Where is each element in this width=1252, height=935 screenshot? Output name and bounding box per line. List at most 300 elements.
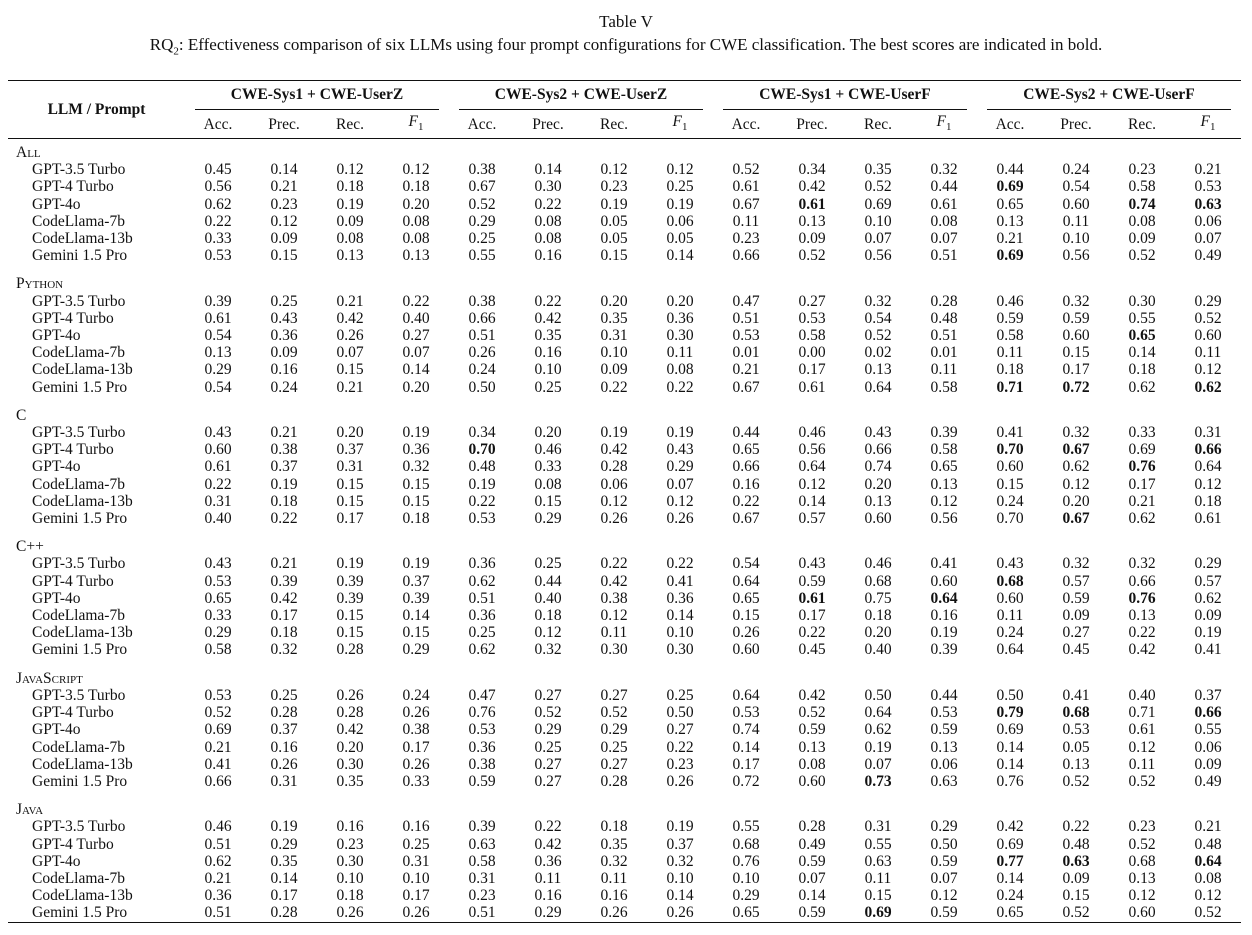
metric-cell: 0.25 [402, 835, 430, 853]
metric-cell: 0.05 [666, 230, 694, 248]
metric-cell: 0.15 [996, 475, 1024, 493]
metric-cell: 0.36 [666, 589, 694, 607]
metric-cell: 0.65 [204, 589, 232, 607]
metric-cell: 0.29 [666, 458, 694, 476]
metric-cell: 0.22 [600, 378, 628, 396]
metric-cell: 0.60 [732, 641, 760, 659]
metric-cell: 0.64 [996, 641, 1024, 659]
metric-cell: 0.35 [336, 772, 364, 790]
metric-cell: 0.58 [996, 327, 1024, 345]
metric-cell: 0.52 [1062, 904, 1090, 922]
best-score: 0.76 [1128, 458, 1156, 476]
metric-cell: 0.56 [204, 178, 232, 196]
metric-cell: 0.23 [336, 835, 364, 853]
metric-cell: 0.52 [864, 178, 892, 196]
metric-cell: 0.59 [798, 852, 826, 870]
metric-cell: 0.26 [402, 755, 430, 773]
metric-cell: 0.51 [468, 904, 496, 922]
metric-cell: 0.28 [600, 458, 628, 476]
metric-cell: 0.67 [732, 510, 760, 528]
model-name: Gemini 1.5 Pro [32, 247, 128, 265]
metric-cell: 0.37 [1194, 686, 1222, 704]
table-row [8, 310, 1241, 327]
metric-cell: 0.22 [666, 738, 694, 756]
metric-cell: 0.21 [1128, 492, 1156, 510]
metric-cell: 0.12 [666, 161, 694, 179]
metric-cell: 0.25 [534, 378, 562, 396]
metric-cell: 0.29 [270, 835, 298, 853]
metric-cell: 0.31 [864, 818, 892, 836]
metric-cell: 0.27 [534, 686, 562, 704]
best-score: 0.79 [996, 704, 1024, 722]
model-name: CodeLlama-7b [32, 869, 125, 887]
metric-cell: 0.26 [336, 327, 364, 345]
metric-cell: 0.60 [1128, 904, 1156, 922]
metric-cell: 0.46 [204, 818, 232, 836]
metric-cell: 0.49 [798, 835, 826, 853]
metric-cell: 0.09 [1062, 607, 1090, 625]
metric-header: Acc. [203, 115, 233, 133]
metric-cell: 0.53 [468, 510, 496, 528]
model-name: GPT-4 Turbo [32, 441, 114, 459]
metric-cell: 0.52 [1062, 772, 1090, 790]
metric-cell: 0.14 [666, 247, 694, 265]
metric-cell: 0.54 [864, 309, 892, 327]
caption-rq: RQ [149, 35, 174, 54]
metric-cell: 0.13 [1062, 755, 1090, 773]
metric-cell: 0.11 [864, 869, 892, 887]
metric-cell: 0.29 [468, 212, 496, 230]
metric-cell: 0.33 [534, 458, 562, 476]
metric-header [911, 111, 977, 139]
metric-cell: 0.57 [1194, 572, 1222, 590]
metric-cell: 0.29 [534, 510, 562, 528]
metric-cell [1175, 704, 1241, 721]
metric-cell: 0.33 [204, 230, 232, 248]
metric-cell: 0.58 [1128, 178, 1156, 196]
metric-cell: 0.13 [1128, 869, 1156, 887]
metric-cell: 0.53 [204, 686, 232, 704]
metric-cell: 0.47 [732, 292, 760, 310]
metric-cell: 0.21 [204, 738, 232, 756]
metric-cell: 0.12 [534, 624, 562, 642]
metric-cell: 0.30 [336, 755, 364, 773]
metric-cell: 0.38 [468, 292, 496, 310]
metric-cell: 0.14 [1128, 344, 1156, 362]
metric-cell: 0.59 [798, 572, 826, 590]
metric-cell: 0.51 [930, 327, 958, 345]
metric-cell: 0.14 [996, 738, 1024, 756]
metric-cell: 0.44 [732, 424, 760, 442]
model-name: CodeLlama-7b [32, 475, 125, 493]
metric-cell: 0.16 [270, 738, 298, 756]
metric-cell: 0.51 [204, 835, 232, 853]
metric-cell: 0.53 [204, 247, 232, 265]
metric-cell: 0.32 [666, 852, 694, 870]
metric-cell: 0.43 [270, 309, 298, 327]
metric-cell: 0.36 [468, 555, 496, 573]
metric-cell: 0.42 [270, 589, 298, 607]
metric-cell: 0.22 [402, 292, 430, 310]
metric-cell: 0.10 [1062, 230, 1090, 248]
model-name: Gemini 1.5 Pro [32, 904, 128, 922]
metric-cell: 0.65 [930, 458, 958, 476]
metric-header-letter: F [936, 112, 946, 130]
metric-cell: 0.28 [930, 292, 958, 310]
metric-cell: 0.64 [732, 572, 760, 590]
section-title: JavaScript [16, 669, 83, 687]
metric-cell: 0.13 [864, 492, 892, 510]
metric-cell: 0.52 [798, 704, 826, 722]
metric-cell: 0.69 [1128, 441, 1156, 459]
metric-header: Rec. [864, 115, 892, 133]
metric-cell: 0.26 [402, 704, 430, 722]
metric-cell: 0.14 [402, 361, 430, 379]
metric-cell: 0.54 [204, 378, 232, 396]
metric-cell: 0.32 [1062, 555, 1090, 573]
metric-cell: 0.65 [732, 441, 760, 459]
metric-cell: 0.57 [1062, 572, 1090, 590]
metric-cell: 0.07 [336, 344, 364, 362]
best-score: 0.74 [1128, 195, 1156, 213]
section-title: C [16, 406, 27, 424]
metric-cell: 0.59 [468, 772, 496, 790]
metric-cell: 0.22 [468, 492, 496, 510]
metric-cell: 0.33 [204, 607, 232, 625]
metric-cell: 0.25 [468, 624, 496, 642]
metric-cell: 0.39 [336, 589, 364, 607]
table-row [8, 818, 1241, 835]
metric-cell: 0.31 [402, 852, 430, 870]
table-row [8, 887, 1241, 904]
metric-cell: 0.26 [666, 510, 694, 528]
metric-cell [1109, 196, 1175, 213]
metric-cell [1043, 704, 1109, 721]
metric-cell: 0.17 [798, 607, 826, 625]
metric-cell: 0.52 [468, 195, 496, 213]
metric-header: Prec. [796, 115, 828, 133]
metric-cell [977, 379, 1043, 396]
metric-cell: 0.12 [600, 161, 628, 179]
metric-cell: 0.42 [336, 721, 364, 739]
metric-cell: 0.43 [996, 555, 1024, 573]
metric-cell: 0.59 [798, 904, 826, 922]
metric-header-letter: F [672, 112, 682, 130]
metric-cell: 0.05 [600, 212, 628, 230]
metric-cell: 0.39 [930, 641, 958, 659]
best-score: 0.64 [930, 589, 958, 607]
metric-cell: 0.31 [1194, 424, 1222, 442]
metric-cell: 0.26 [402, 904, 430, 922]
section-row [8, 665, 1241, 687]
metric-cell: 0.11 [600, 869, 628, 887]
metric-cell: 0.34 [798, 161, 826, 179]
metric-cell: 0.45 [204, 161, 232, 179]
metric-cell: 0.15 [402, 492, 430, 510]
table-row [8, 721, 1241, 738]
metric-cell: 0.06 [666, 212, 694, 230]
metric-cell: 0.14 [402, 607, 430, 625]
metric-cell: 0.52 [732, 161, 760, 179]
metric-cell: 0.24 [270, 378, 298, 396]
metric-cell: 0.61 [798, 378, 826, 396]
metric-cell: 0.25 [468, 230, 496, 248]
metric-cell: 0.32 [930, 161, 958, 179]
metric-cell: 0.22 [732, 492, 760, 510]
metric-cell: 0.36 [534, 852, 562, 870]
metric-cell: 0.69 [204, 721, 232, 739]
metric-cell: 0.62 [1128, 510, 1156, 528]
section-title: Java [16, 801, 44, 819]
metric-cell: 0.60 [996, 589, 1024, 607]
metric-cell: 0.16 [534, 344, 562, 362]
metric-cell: 0.32 [1062, 424, 1090, 442]
metric-cell: 0.20 [336, 424, 364, 442]
table-row [8, 178, 1241, 195]
metric-cell: 0.32 [534, 641, 562, 659]
metric-cell: 0.15 [1062, 344, 1090, 362]
model-name: CodeLlama-7b [32, 738, 125, 756]
metric-cell: 0.61 [204, 458, 232, 476]
metric-cell: 0.07 [864, 755, 892, 773]
metric-cell: 0.18 [534, 607, 562, 625]
metric-cell: 0.32 [864, 292, 892, 310]
table-row [8, 458, 1241, 475]
section-row [8, 402, 1241, 424]
metric-cell: 0.33 [402, 772, 430, 790]
metric-cell: 0.28 [270, 704, 298, 722]
model-name: GPT-3.5 Turbo [32, 555, 126, 573]
metric-cell: 0.30 [534, 178, 562, 196]
metric-cell: 0.14 [270, 161, 298, 179]
model-name: Gemini 1.5 Pro [32, 772, 128, 790]
table-row [8, 493, 1241, 510]
metric-cell: 0.58 [468, 852, 496, 870]
metric-cell [977, 247, 1043, 264]
metric-cell: 0.19 [402, 424, 430, 442]
table-row [8, 739, 1241, 756]
metric-cell: 0.22 [270, 510, 298, 528]
metric-cell: 0.01 [732, 344, 760, 362]
table-row [8, 870, 1241, 887]
metric-cell: 0.02 [864, 344, 892, 362]
metric-cell: 0.15 [270, 247, 298, 265]
metric-cell: 0.28 [600, 772, 628, 790]
metric-cell: 0.37 [336, 441, 364, 459]
metric-cell: 0.11 [732, 212, 760, 230]
metric-cell: 0.15 [402, 624, 430, 642]
metric-cell: 0.20 [402, 195, 430, 213]
metric-cell: 0.25 [600, 738, 628, 756]
metric-cell [977, 178, 1043, 195]
metric-cell: 0.06 [930, 755, 958, 773]
metric-cell: 0.62 [204, 852, 232, 870]
metric-cell: 0.49 [1194, 772, 1222, 790]
table-row [8, 476, 1241, 493]
metric-cell: 0.65 [996, 195, 1024, 213]
table-row [8, 773, 1241, 790]
model-name: GPT-4 Turbo [32, 572, 114, 590]
metric-header: Prec. [1060, 115, 1092, 133]
table-metric-header-row [8, 111, 1241, 139]
metric-cell: 0.65 [996, 904, 1024, 922]
metric-cell: 0.58 [798, 327, 826, 345]
model-name: GPT-4o [32, 721, 81, 739]
metric-cell: 0.59 [1062, 309, 1090, 327]
metric-cell: 0.09 [270, 230, 298, 248]
metric-cell: 0.29 [930, 818, 958, 836]
table-body [8, 139, 1241, 922]
metric-cell: 0.19 [468, 475, 496, 493]
metric-header: Prec. [268, 115, 300, 133]
metric-cell: 0.24 [996, 492, 1024, 510]
metric-cell: 0.61 [1128, 721, 1156, 739]
metric-cell: 0.50 [468, 378, 496, 396]
metric-cell: 0.19 [666, 424, 694, 442]
metric-cell: 0.12 [930, 887, 958, 905]
metric-cell: 0.22 [666, 378, 694, 396]
metric-cell: 0.64 [1194, 458, 1222, 476]
metric-cell: 0.59 [798, 721, 826, 739]
best-score: 0.70 [468, 441, 496, 459]
metric-cell: 0.18 [402, 178, 430, 196]
metric-cell: 0.06 [1194, 212, 1222, 230]
metric-cell: 0.14 [534, 161, 562, 179]
metric-cell: 0.11 [1062, 212, 1090, 230]
metric-cell: 0.22 [666, 555, 694, 573]
metric-cell: 0.35 [864, 161, 892, 179]
metric-cell: 0.10 [666, 624, 694, 642]
metric-cell: 0.52 [600, 704, 628, 722]
metric-cell: 0.17 [732, 755, 760, 773]
metric-cell: 0.48 [930, 309, 958, 327]
metric-cell: 0.52 [204, 704, 232, 722]
metric-cell: 0.23 [732, 230, 760, 248]
metric-cell: 0.76 [996, 772, 1024, 790]
metric-cell: 0.20 [336, 738, 364, 756]
metric-header: Rec. [336, 115, 364, 133]
model-name: GPT-4o [32, 589, 81, 607]
metric-cell: 0.66 [1128, 572, 1156, 590]
table-row [8, 293, 1241, 310]
metric-cell: 0.42 [1128, 641, 1156, 659]
section-row [8, 270, 1241, 292]
metric-cell: 0.37 [666, 835, 694, 853]
group-header-label: CWE-Sys1 + CWE-UserF [723, 86, 966, 109]
group-header [713, 81, 977, 112]
metric-cell: 0.35 [600, 835, 628, 853]
metric-cell: 0.17 [402, 887, 430, 905]
metric-cell: 0.11 [1194, 344, 1222, 362]
metric-cell: 0.21 [270, 424, 298, 442]
metric-cell [977, 704, 1043, 721]
metric-cell: 0.59 [930, 721, 958, 739]
best-score: 0.65 [1128, 327, 1156, 345]
metric-cell: 0.14 [996, 755, 1024, 773]
metric-cell: 0.40 [402, 309, 430, 327]
metric-cell: 0.21 [1194, 161, 1222, 179]
metric-cell: 0.68 [864, 572, 892, 590]
metric-cell: 0.21 [336, 292, 364, 310]
metric-cell: 0.42 [600, 572, 628, 590]
metric-cell: 0.30 [1128, 292, 1156, 310]
best-score: 0.61 [798, 195, 826, 213]
metric-cell: 0.31 [204, 492, 232, 510]
metric-cell [779, 196, 845, 213]
metric-cell [977, 573, 1043, 590]
table-title: Table V [599, 12, 653, 31]
metric-cell: 0.66 [732, 247, 760, 265]
metric-cell: 0.62 [468, 641, 496, 659]
metric-cell: 0.27 [600, 686, 628, 704]
metric-cell: 0.14 [666, 607, 694, 625]
metric-cell: 0.44 [930, 686, 958, 704]
metric-cell: 0.61 [732, 178, 760, 196]
metric-cell: 0.41 [996, 424, 1024, 442]
table-row [8, 590, 1241, 607]
table-row [8, 607, 1241, 624]
metric-cell: 0.32 [1128, 555, 1156, 573]
metric-cell: 0.12 [1128, 887, 1156, 905]
metric-cell: 0.64 [732, 686, 760, 704]
metric-cell: 0.38 [402, 721, 430, 739]
metric-cell [1109, 590, 1175, 607]
metric-cell: 0.65 [732, 589, 760, 607]
metric-cell: 0.34 [468, 424, 496, 442]
metric-cell: 0.39 [402, 589, 430, 607]
metric-cell: 0.74 [864, 458, 892, 476]
metric-cell: 0.76 [732, 852, 760, 870]
metric-cell: 0.20 [534, 424, 562, 442]
metric-cell: 0.22 [204, 212, 232, 230]
metric-cell: 0.22 [798, 624, 826, 642]
metric-cell: 0.60 [996, 458, 1024, 476]
metric-cell: 0.12 [600, 607, 628, 625]
best-score: 0.63 [1062, 852, 1090, 870]
metric-cell: 0.17 [1062, 361, 1090, 379]
best-score: 0.77 [996, 852, 1024, 870]
metric-cell [1175, 379, 1241, 396]
metric-cell: 0.23 [1128, 161, 1156, 179]
metric-cell [1043, 379, 1109, 396]
metric-cell: 0.66 [732, 458, 760, 476]
metric-cell: 0.07 [402, 344, 430, 362]
metric-cell: 0.12 [1194, 887, 1222, 905]
metric-cell: 0.06 [1194, 738, 1222, 756]
metric-cell [779, 590, 845, 607]
metric-cell: 0.19 [930, 624, 958, 642]
metric-cell: 0.37 [270, 721, 298, 739]
metric-cell: 0.08 [402, 212, 430, 230]
metric-cell: 0.75 [864, 589, 892, 607]
metric-cell: 0.43 [204, 424, 232, 442]
metric-cell: 0.27 [534, 755, 562, 773]
metric-cell: 0.15 [402, 475, 430, 493]
metric-cell: 0.25 [534, 555, 562, 573]
model-name: Gemini 1.5 Pro [32, 378, 128, 396]
metric-cell: 0.49 [1194, 247, 1222, 265]
metric-cell: 0.10 [534, 361, 562, 379]
metric-cell: 0.12 [336, 161, 364, 179]
metric-cell: 0.09 [798, 230, 826, 248]
metric-cell: 0.52 [798, 247, 826, 265]
metric-cell: 0.21 [1194, 818, 1222, 836]
metric-cell: 0.62 [468, 572, 496, 590]
metric-cell: 0.07 [864, 230, 892, 248]
metric-cell: 0.09 [1194, 755, 1222, 773]
metric-cell: 0.12 [1194, 475, 1222, 493]
metric-cell: 0.09 [1128, 230, 1156, 248]
